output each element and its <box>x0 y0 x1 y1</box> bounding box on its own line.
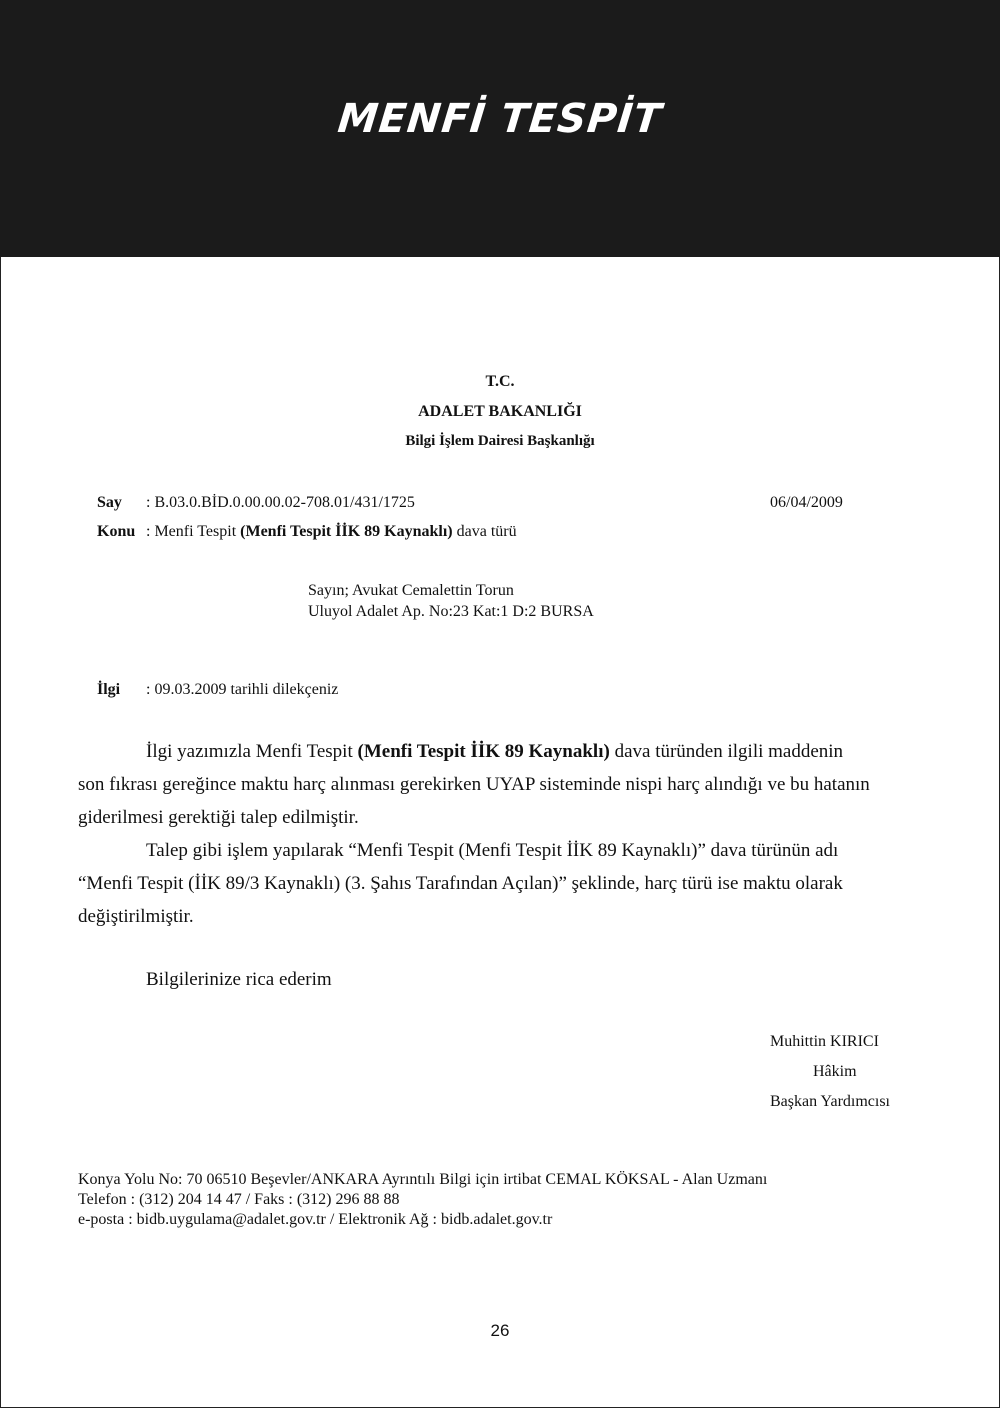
signature-name: Muhittin KIRICI <box>770 1033 879 1050</box>
ilgi-value: : 09.03.2009 tarihli dilekçeniz <box>146 681 339 698</box>
letterhead-tc: T.C. <box>485 373 515 390</box>
document-date: 06/04/2009 <box>770 494 843 511</box>
body-p1-line2: son fıkrası gereğince maktu harç alınması gerekirken UYAP sisteminde nispi harç alındığı ve bu hatanın <box>78 774 870 795</box>
letterhead-ministry: ADALET BAKANLIĞI <box>418 403 582 420</box>
say-value: : B.03.0.BİD.0.00.00.02-708.01/431/1725 <box>146 494 415 511</box>
footer-email: e-posta : bidb.uygulama@adalet.gov.tr / Elektronik Ağ : bidb.adalet.gov.tr <box>78 1211 553 1228</box>
body-p2-line1: Talep gibi işlem yapılarak “Menfi Tespit (Menfi Tespit İİK 89 Kaynaklı)” dava türünün adı <box>146 840 839 861</box>
body-p2-line3: değiştirilmiştir. <box>78 906 194 927</box>
body-p1-line3: giderilmesi gerektiği talep edilmiştir. <box>78 807 359 828</box>
header-band <box>0 0 1000 257</box>
say-label: Say <box>97 494 122 511</box>
konu-value: : Menfi Tespit (Menfi Tespit İİK 89 Kaynaklı) dava türü <box>146 523 517 540</box>
page-number: 26 <box>490 1321 510 1340</box>
signature-title: Hâkim <box>813 1063 857 1080</box>
body-p2-line2: “Menfi Tespit (İİK 89/3 Kaynaklı) (3. Şahıs Tarafından Açılan)” şeklinde, harç türü ise maktu olarak <box>78 873 843 894</box>
ilgi-label: İlgi <box>97 681 121 698</box>
page-title: MENFİ TESPİT <box>335 96 665 142</box>
recipient-address: Uluyol Adalet Ap. No:23 Kat:1 D:2 BURSA <box>308 603 594 620</box>
footer-address: Konya Yolu No: 70 06510 Beşevler/ANKARA Ayrıntılı Bilgi için irtibat CEMAL KÖKSAL - Alan Uzmanı <box>78 1171 768 1188</box>
body-p1-line1: İlgi yazımızla Menfi Tespit (Menfi Tespit İİK 89 Kaynaklı) dava türünden ilgili maddenin <box>146 741 844 762</box>
konu-label: Konu <box>97 523 136 540</box>
closing-line: Bilgilerinize rica ederim <box>146 969 332 990</box>
footer-phone: Telefon : (312) 204 14 47 / Faks : (312) 296 88 88 <box>78 1191 400 1208</box>
recipient-name: Sayın; Avukat Cemalettin Torun <box>308 582 514 599</box>
signature-role: Başkan Yardımcısı <box>770 1093 890 1110</box>
letterhead-department: Bilgi İşlem Dairesi Başkanlığı <box>405 433 595 449</box>
